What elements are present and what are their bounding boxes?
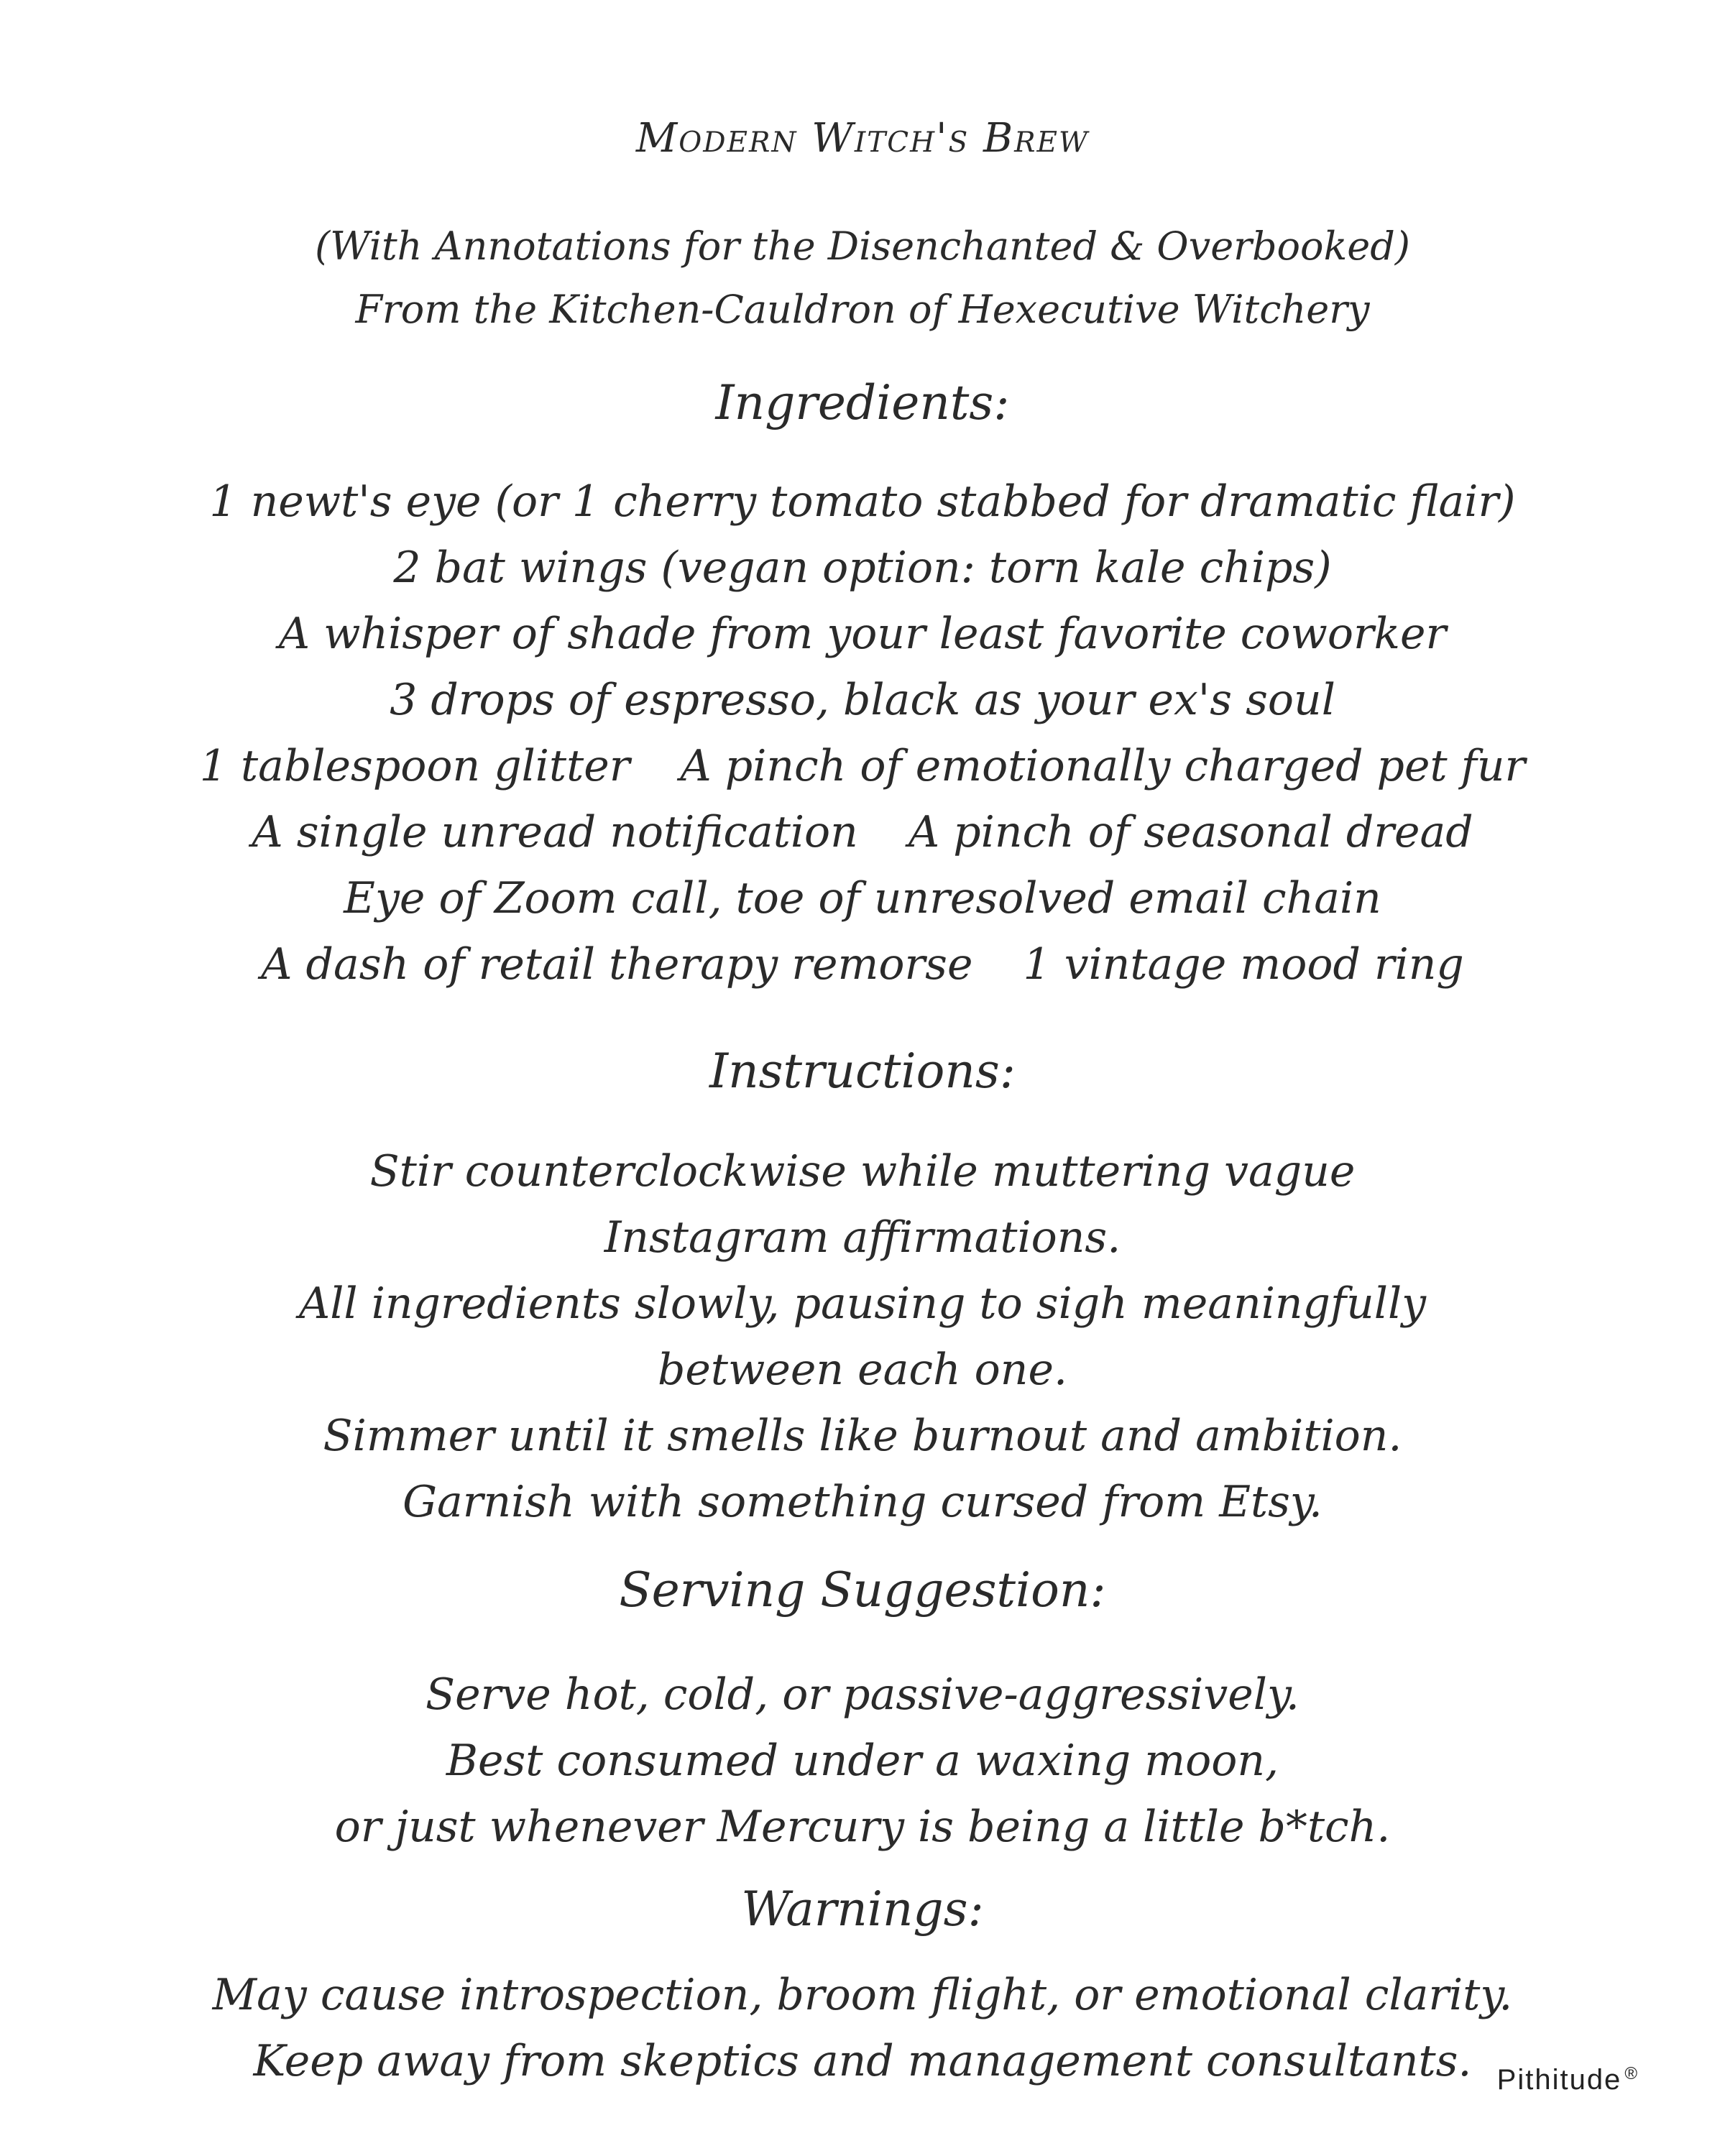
ingredient-item: A single unread notification [252, 807, 858, 857]
instruction-line: Stir counterclockwise while muttering vague [369, 1146, 1356, 1197]
ingredient-line: A whisper of shade from your least favorite coworker [278, 609, 1447, 659]
instruction-line: Simmer until it smells like burnout and ambition. [323, 1411, 1402, 1461]
registered-mark: ® [1624, 2064, 1639, 2083]
instruction-line: Instagram affirmations. [604, 1212, 1121, 1263]
ingredient-line: Eye of Zoom call, toe of unresolved email chain [344, 873, 1381, 923]
ingredient-pair-row [0, 741, 1725, 791]
serving-line: Best consumed under a waxing moon, [446, 1736, 1279, 1786]
ingredient-item: 1 vintage mood ring [1023, 939, 1464, 990]
ingredients-heading: Ingredients: [715, 375, 1010, 430]
instruction-line: All ingredients slowly, pausing to sigh meaningfully [298, 1279, 1427, 1329]
serving-line: or just whenever Mercury is being a little b*tch. [334, 1802, 1391, 1852]
ingredient-line: 3 drops of espresso, black as your ex's soul [390, 675, 1335, 725]
ingredient-item: 1 tablespoon glitter [199, 741, 630, 791]
warning-line: Keep away from skeptics and management consultants. [253, 2036, 1472, 2086]
ingredient-line: 2 bat wings (vegan option: torn kale chips) [393, 543, 1332, 593]
brand-logo [1497, 2064, 1639, 2096]
brand-name: Pithitude [1496, 2064, 1622, 2096]
instructions-heading: Instructions: [709, 1044, 1016, 1099]
ingredient-item: A pinch of seasonal dread [908, 807, 1473, 857]
ingredient-item: A dash of retail therapy remorse [261, 939, 973, 990]
subtitle-line-1: (With Annotations for the Disenchanted & Overbooked) [315, 224, 1410, 269]
ingredient-item: A pinch of emotionally charged pet fur [680, 741, 1526, 791]
warning-line: May cause introspection, broom flight, or emotional clarity. [212, 1970, 1513, 2020]
instruction-line: Garnish with something cursed from Etsy. [402, 1477, 1322, 1527]
page-title: Modern Witch's Brew [635, 115, 1090, 162]
ingredient-line: 1 newt's eye (or 1 cherry tomato stabbed for dramatic flair) [209, 476, 1516, 527]
instruction-line: between each one. [657, 1345, 1068, 1395]
ingredient-pair-row [0, 939, 1725, 990]
subtitle-line-2: From the Kitchen-Cauldron of Hexecutive Witchery [355, 287, 1370, 332]
serving-heading: Serving Suggestion: [619, 1562, 1106, 1618]
warnings-heading: Warnings: [741, 1881, 984, 1937]
ingredient-pair-row [0, 807, 1725, 857]
serving-line: Serve hot, cold, or passive-aggressively. [426, 1669, 1300, 1720]
